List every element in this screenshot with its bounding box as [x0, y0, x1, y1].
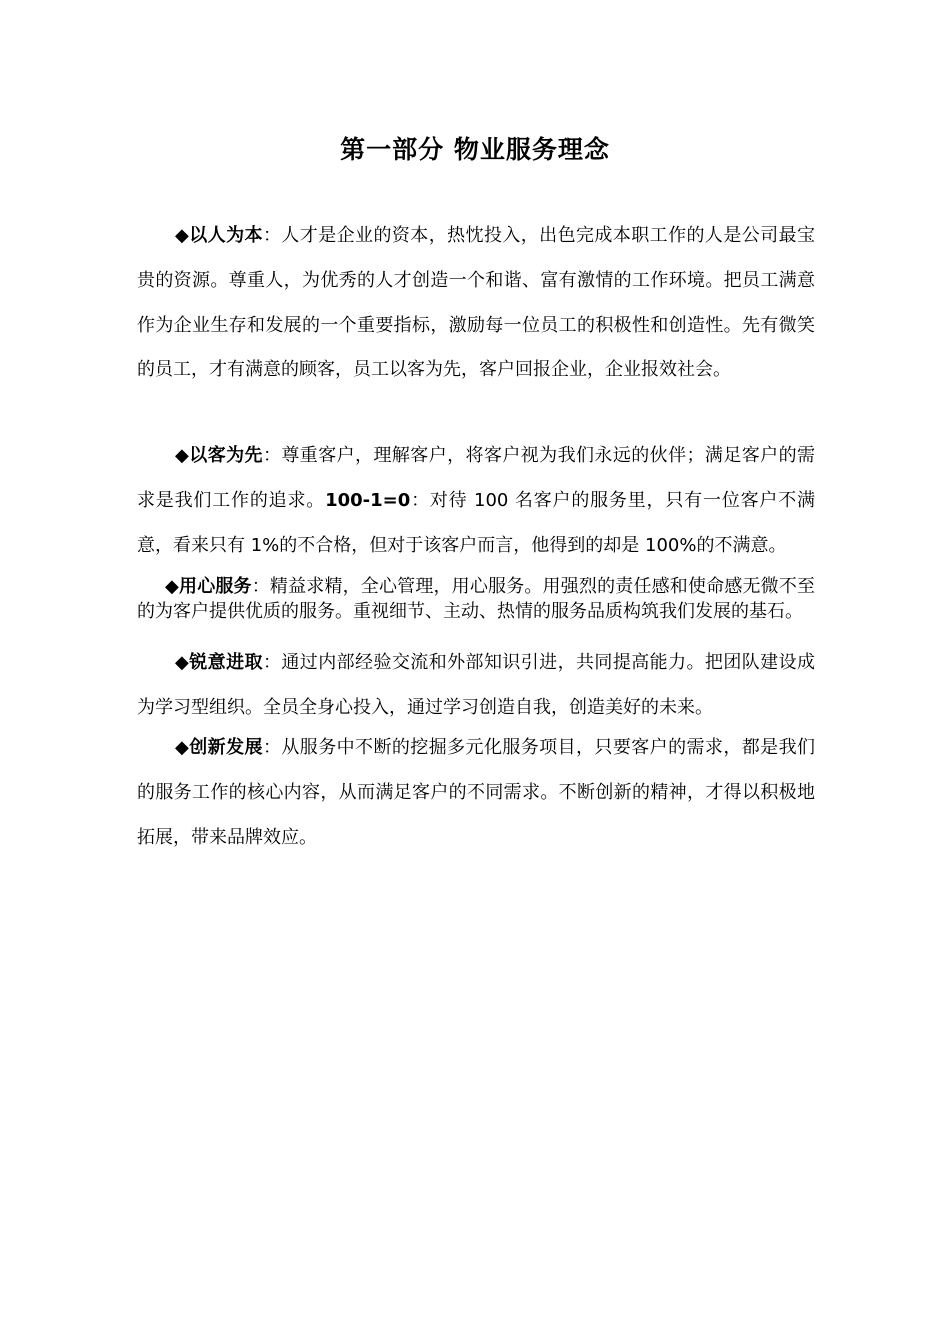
- section-heading: ◆以人为本: [175, 225, 263, 246]
- section-heading: ◆以客为先: [175, 445, 263, 466]
- section-text: 尊重客户，理解客户，将客户视为我们永远的伙伴；满足客户的需求是我们工作的追求。: [137, 445, 816, 511]
- section-separator: ：: [251, 576, 270, 597]
- section-separator: ：: [262, 225, 282, 246]
- section-dedicated-service: [137, 574, 815, 624]
- section-heading: ◆锐意进取: [175, 652, 263, 673]
- page-title: 第一部分 物业服务理念: [340, 135, 610, 164]
- section-separator: ：: [262, 445, 282, 466]
- section-customer-first: [137, 434, 815, 568]
- section-separator: ：: [262, 737, 282, 758]
- section-text: ：对待 100 名客户的服务里，只有一位客户不满意，看来只有 1%的不合格，但对于该客户而言，他得到的却是 100%的不满意。: [137, 489, 815, 556]
- section-heading: ◆用心服务: [165, 576, 252, 597]
- section-text: 从服务中不断的挖掘多元化服务项目，只要客户的需求，都是我们的服务工作的核心内容，从而满足客户的不同需求。不断创新的精神，才得以积极地拓展，带来品牌效应。: [137, 737, 816, 848]
- section-people-first: [137, 214, 815, 393]
- section-heading: ◆创新发展: [175, 737, 263, 758]
- section-innovation: [137, 726, 815, 860]
- section-text: 人才是企业的资本，热忱投入，出色完成本职工作的人是公司最宝贵的资源。尊重人，为优秀的人才创造一个和谐、富有激情的工作环境。把员工满意作为企业生存和发展的一个重要指标，激励每一位员工的积极性和创造性。先有微笑的员工，才有满意的顾客，员工以客为先，客户回报企业，企业报效社会。: [137, 225, 816, 381]
- section-emphasis: 100-1=0: [325, 489, 411, 511]
- section-text: 精益求精，全心管理，用心服务。用强烈的责任感和使命感无微不至的为客户提供优质的服务。重视细节、主动、热情的服务品质构筑我们发展的基石。: [137, 576, 816, 622]
- section-progress: [137, 641, 815, 731]
- section-separator: ：: [262, 652, 282, 673]
- section-text: 通过内部经验交流和外部知识引进，共同提高能力。把团队建设成为学习型组织。全员全身心投入，通过学习创造自我，创造美好的未来。: [137, 652, 816, 718]
